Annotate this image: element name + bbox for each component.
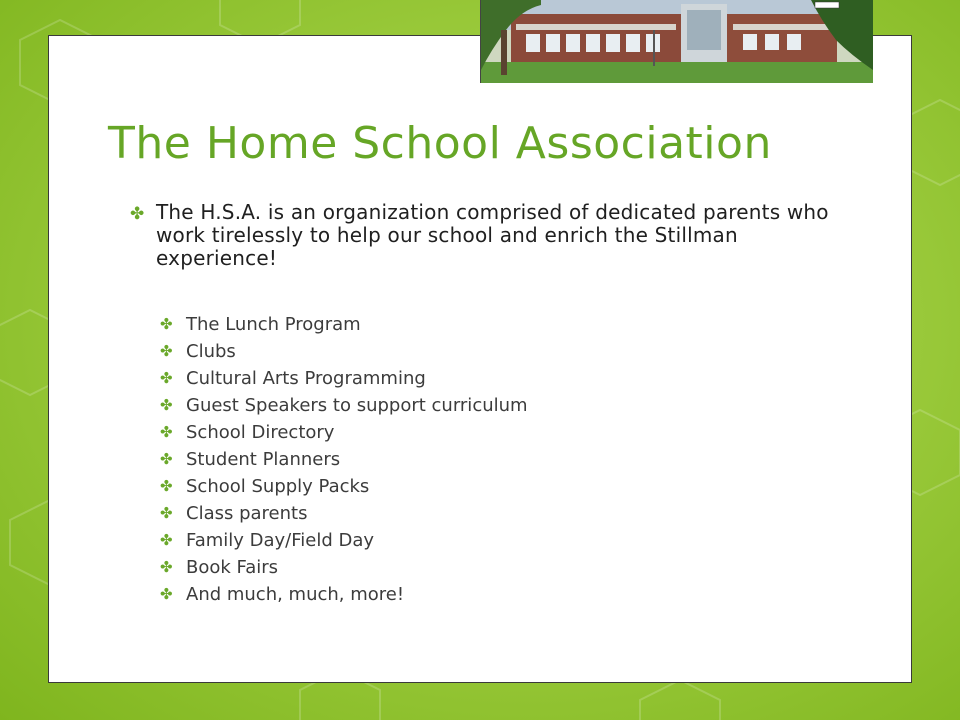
bullet-icon: ✤ xyxy=(160,369,173,387)
list-item-label: And much, much, more! xyxy=(186,584,405,605)
list-item-label: Clubs xyxy=(186,341,236,362)
intro-bullet xyxy=(130,201,830,270)
bullet-icon: ✤ xyxy=(160,396,173,414)
list-item xyxy=(160,527,528,554)
list-item-label: Cultural Arts Programming xyxy=(186,368,426,389)
list-item xyxy=(160,365,528,392)
school-building-image xyxy=(481,0,873,83)
bullet-icon: ✤ xyxy=(160,585,173,603)
list-item-label: Student Planners xyxy=(186,449,341,470)
bullet-icon: ✤ xyxy=(160,423,173,441)
slide-title: The Home School Association xyxy=(108,118,772,169)
list-item xyxy=(160,311,528,338)
list-item xyxy=(160,554,528,581)
list-item xyxy=(160,338,528,365)
bullet-icon: ✤ xyxy=(160,558,173,576)
bullet-icon: ✤ xyxy=(160,531,173,549)
bullet-icon: ✤ xyxy=(160,450,173,468)
school-building-photo xyxy=(480,0,873,83)
intro-text: The H.S.A. is an organization comprised of dedicated parents who work tirelessly to help our school and enrich the Stillman experience! xyxy=(156,200,829,270)
list-item-label: Family Day/Field Day xyxy=(186,530,375,551)
list-item-label: Book Fairs xyxy=(186,557,279,578)
list-item-label: The Lunch Program xyxy=(186,314,361,335)
list-item xyxy=(160,500,528,527)
bullet-icon: ✤ xyxy=(160,315,173,333)
list-item xyxy=(160,446,528,473)
bullet-icon: ✤ xyxy=(130,204,145,224)
bullet-icon: ✤ xyxy=(160,477,173,495)
bullet-icon: ✤ xyxy=(160,342,173,360)
list-item-label: School Directory xyxy=(186,422,335,443)
list-item xyxy=(160,581,528,608)
list-item-label: School Supply Packs xyxy=(186,476,370,497)
list-item xyxy=(160,419,528,446)
activities-list xyxy=(160,311,528,608)
list-item xyxy=(160,392,528,419)
list-item-label: Class parents xyxy=(186,503,308,524)
list-item-label: Guest Speakers to support curriculum xyxy=(186,395,528,416)
bullet-icon: ✤ xyxy=(160,504,173,522)
list-item xyxy=(160,473,528,500)
